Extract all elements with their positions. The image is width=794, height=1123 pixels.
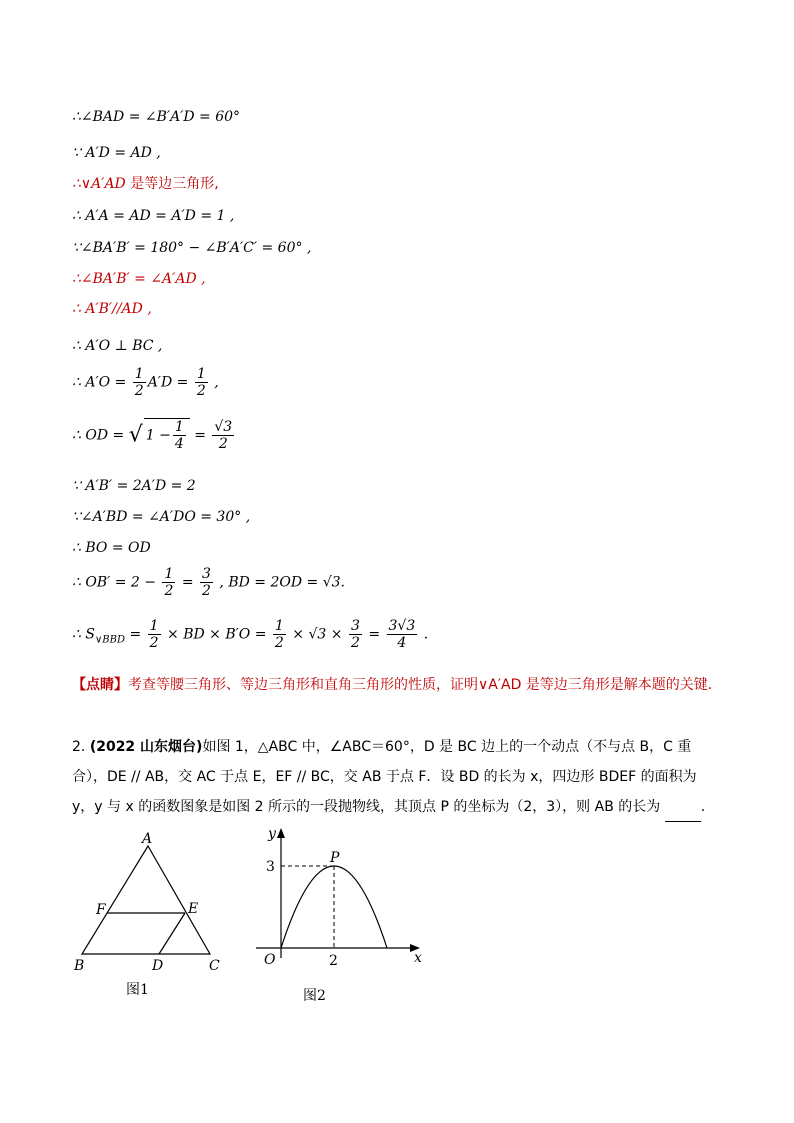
tick-2: 2 <box>329 953 338 969</box>
l15-f3-num: 3 <box>350 618 360 634</box>
label-f: F <box>96 902 106 918</box>
proof-line-7: ∴ A′B′//AD , <box>72 301 152 317</box>
l14-f1-den: 2 <box>164 583 174 599</box>
l14-f2-den: 2 <box>202 583 211 599</box>
problem-2 <box>72 732 722 822</box>
l15-f1-den: 2 <box>149 635 159 651</box>
l14-eq: = <box>181 574 194 591</box>
triangle-abc <box>82 846 210 954</box>
parabola-curve <box>281 866 387 948</box>
problem-number: 2. <box>72 739 86 755</box>
l9-frac-2 <box>195 366 208 399</box>
label-b: B <box>74 958 85 974</box>
l15-eq2: = <box>368 626 381 643</box>
proof-line-5: ∵∠BA′B′ = 180° − ∠B′A′C′ = 60° , <box>72 240 312 256</box>
l15-mid2: × √3 × <box>292 626 343 643</box>
l15-frac-4 <box>387 618 418 651</box>
proof-line-3-text: 是等边三角形, <box>125 176 219 192</box>
l9-f1-num: 1 <box>134 366 144 382</box>
figure-2-graph <box>250 822 440 1012</box>
l15-end: . <box>419 626 429 643</box>
proof-line-6: ∴∠BA′B′ = ∠A′AD , <box>72 271 206 287</box>
l10-r-den: 2 <box>218 436 228 452</box>
answer-blank <box>665 807 701 822</box>
y-axis-arrow <box>277 828 285 838</box>
proof-line-2: ∵ A′D = AD , <box>72 145 161 161</box>
l15-prefix: ∴ S <box>72 626 95 643</box>
l15-f2-den: 2 <box>274 635 284 651</box>
l15-frac-3 <box>349 618 362 651</box>
proof-line-3-math: ∴∨A′AD <box>72 176 126 192</box>
label-d: D <box>152 958 164 974</box>
proof-line-11: ∵ A′B′ = 2A′D = 2 <box>72 478 196 494</box>
label-x: x <box>414 950 422 966</box>
l9-frac-1 <box>133 366 146 399</box>
l15-mid: × BD × B′O = <box>167 626 267 643</box>
l10-frac <box>173 419 186 452</box>
l9-f1-den: 2 <box>134 383 144 399</box>
problem-end: . <box>700 799 706 815</box>
l10-r-num: √3 <box>214 419 233 435</box>
l9-prefix: ∴ A′O = <box>72 374 127 391</box>
l15-f4-den: 4 <box>397 635 407 651</box>
l9-mid: A′D = <box>147 374 189 391</box>
label-p: P <box>330 850 340 866</box>
l15-f2-num: 1 <box>274 618 284 634</box>
figure-1-triangle <box>70 828 230 1008</box>
label-a: A <box>142 831 153 847</box>
problem-text: 如图 1，△ABC 中，∠ABC＝60°，D 是 BC 边上的一个动点（不与点 B，C 重合），DE // AB，交 AC 于点 E，EF // BC，交 AB 于点 F．设 BD 的长为 x，四边形 BDEF 的面积为 y，y 与 x 的函数图象是如图 2 所示的一段抛物线，其顶点 P 的坐标为（2，3），则 AB 的长为 <box>72 739 697 815</box>
l14-prefix: ∴ OB′ = 2 − <box>72 574 157 591</box>
l9-f2-num: 1 <box>196 366 206 382</box>
label-e: E <box>188 901 199 917</box>
comment-tag: 【点睛】 <box>72 677 128 693</box>
l14-mid: , BD = 2OD = √3. <box>214 574 345 591</box>
l15-f4-num: 3√3 <box>388 618 416 634</box>
l15-eq: = <box>125 626 142 643</box>
comment-block <box>72 670 722 700</box>
l14-f1-num: 1 <box>164 566 174 582</box>
label-y: y <box>268 826 276 842</box>
problem-source: (2022 山东烟台) <box>89 739 203 755</box>
l9-end: , <box>209 374 219 391</box>
caption-figure-1: 图1 <box>126 982 149 998</box>
l10-prefix: ∴ OD = <box>72 427 125 444</box>
l15-sub: ∨BBD <box>94 634 125 646</box>
label-o: O <box>264 952 276 968</box>
l10-f-den: 4 <box>174 436 184 452</box>
l15-f3-den: 2 <box>350 635 360 651</box>
l10-radicand <box>144 418 190 452</box>
l14-frac-2 <box>200 566 213 599</box>
label-c: C <box>209 958 220 974</box>
segment-de <box>159 913 185 954</box>
l10-eq: = <box>194 427 206 444</box>
l10-f-num: 1 <box>174 419 184 435</box>
caption-figure-2: 图2 <box>303 988 326 1004</box>
l10-frac-r <box>212 419 234 452</box>
proof-line-12: ∵∠A′BD = ∠A′DO = 30° , <box>72 509 251 525</box>
l10-radical-sign: √ <box>128 422 143 448</box>
proof-line-9 <box>72 366 219 399</box>
l14-f2-num: 3 <box>202 566 211 582</box>
proof-line-14 <box>72 566 345 599</box>
proof-line-4: ∴ A′A = AD = A′D = 1 , <box>72 208 235 224</box>
l9-f2-den: 2 <box>196 383 206 399</box>
l15-frac-2 <box>273 618 286 651</box>
tick-3: 3 <box>266 859 275 875</box>
proof-line-15 <box>72 618 428 651</box>
l14-frac-1 <box>162 566 175 599</box>
proof-line-8: ∴ A′O ⊥ BC , <box>72 338 163 354</box>
proof-line-3 <box>72 175 219 193</box>
proof-line-13: ∴ BO = OD <box>72 540 151 556</box>
comment-text: 考查等腰三角形、等边三角形和直角三角形的性质，证明∨A′AD 是等边三角形是解本题的关键． <box>128 677 722 693</box>
proof-line-1: ∴∠BAD = ∠B′A′D = 60° <box>72 109 241 125</box>
proof-line-10 <box>72 418 236 452</box>
l15-frac-1 <box>148 618 161 651</box>
l15-f1-num: 1 <box>149 618 159 634</box>
l10-rad: 1 − <box>145 427 171 444</box>
